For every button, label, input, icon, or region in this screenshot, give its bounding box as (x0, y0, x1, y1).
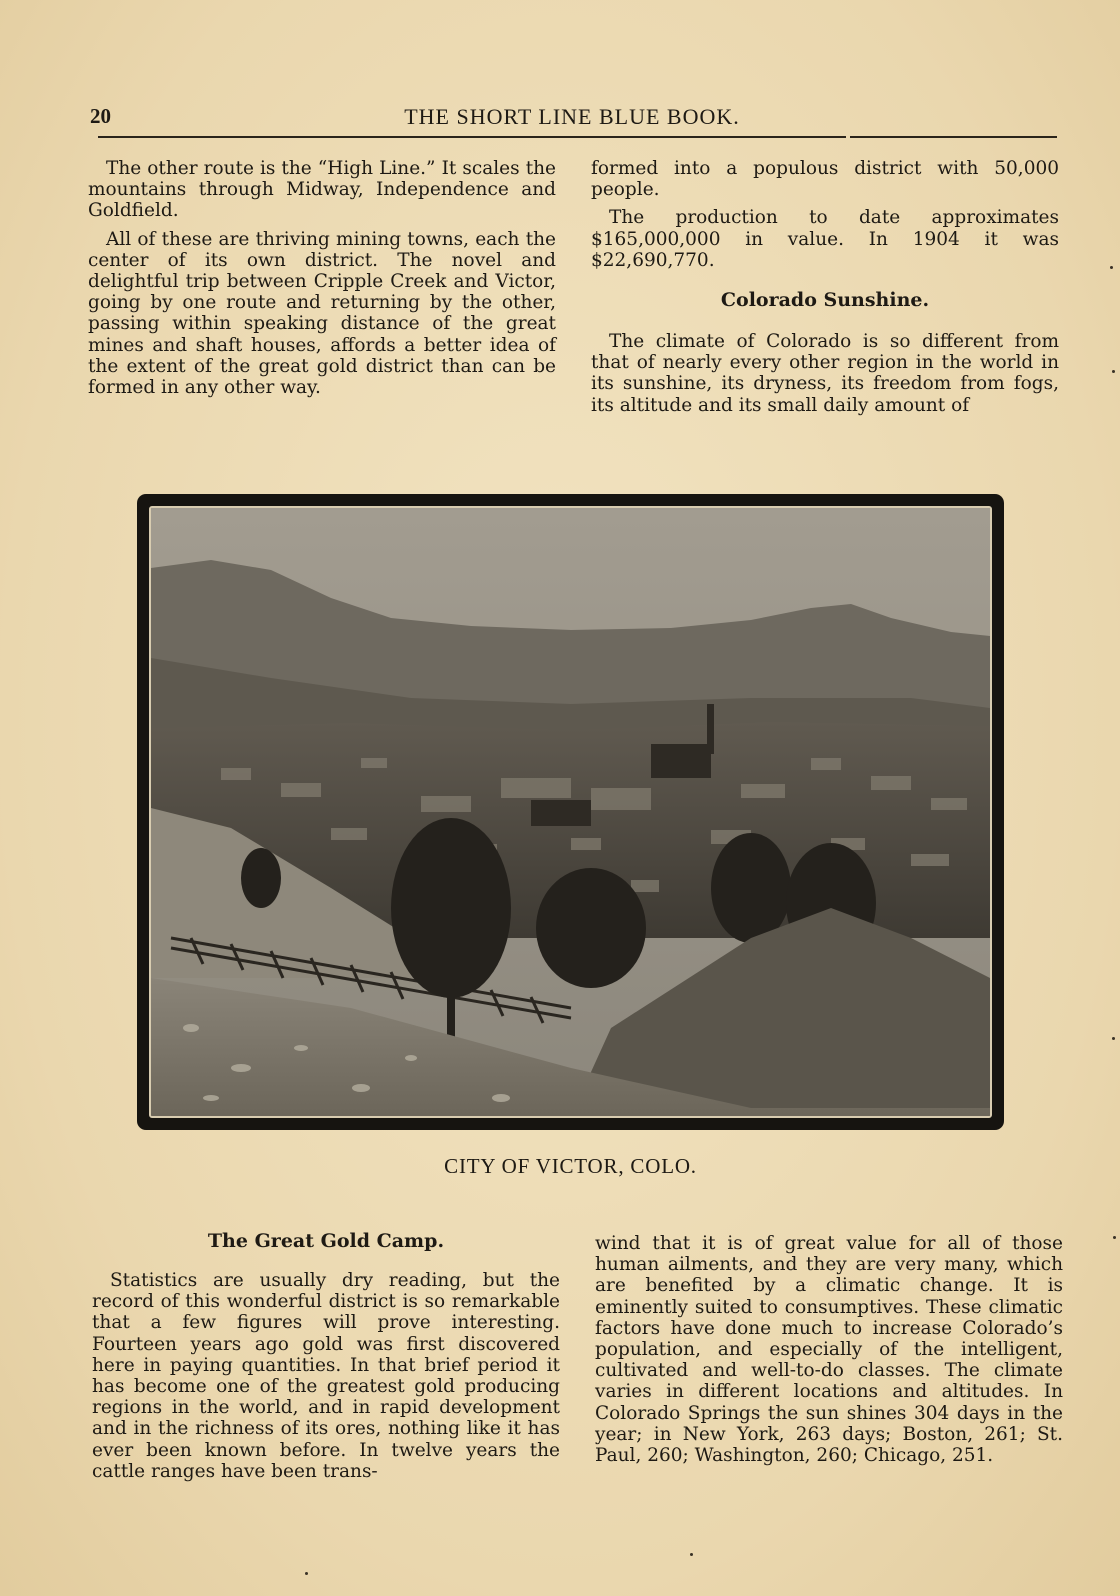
column-bottom-right (595, 1233, 1063, 1466)
paragraph-statistics: Statistics are usually dry reading, but the record of this wonderful district is so remarkable that a few figures will prove interesting. Fourteen years ago gold was first discovered here in paying quantities. In that brief period it has become one of the greatest gold producing regions in the world, and in rapid development and in the richness of its ores, nothing like it has ever been known before. In twelve years the cattle ranges have been trans- (92, 1270, 560, 1482)
paragraph-production: The production to date approximates $165,000,000 in value. In 1904 it was $22,690,770. (591, 207, 1059, 271)
page-header (88, 102, 1056, 136)
paragraph-mining-towns: All of these are thriving mining towns, each the center of its own district. The novel and delightful trip between Cripple Creek and Victor, going by one route and returning by the other, passing within speaking distance of the great mines and shaft houses, affords a better idea of the extent of the great gold district than can be formed in any other way. (88, 228, 556, 399)
column-bottom-left (92, 1230, 560, 1482)
paragraph-high-line: The other route is the “High Line.” It scales the mountains through Midway, Independence and Goldfield. (88, 158, 556, 222)
page-number: 20 (90, 104, 111, 128)
header-rule-left (98, 136, 846, 138)
paragraph-climate: The climate of Colorado is so different from that of nearly every other region in the world in its sunshine, its dryness, its freedom from fogs, its altitude and its small daily amount of (591, 331, 1059, 416)
photo-caption: CITY OF VICTOR, COLO. (444, 1154, 697, 1178)
photo-frame (137, 494, 1004, 1130)
heading-colorado-sunshine: Colorado Sunshine. (720, 289, 930, 312)
heading-great-gold-camp: The Great Gold Camp. (207, 1230, 445, 1252)
header-rule-right (850, 136, 1057, 138)
paragraph-populous-district: formed into a populous district with 50,000 people. (591, 158, 1059, 201)
column-top-right (591, 158, 1059, 416)
running-title: THE SHORT LINE BLUE BOOK. (404, 104, 740, 129)
paragraph-climate-continued: wind that it is of great value for all of those human ailments, and they are very many, which are benefited by a climatic change. It is eminently suited to consumptives. These climatic factors have done much to increase Colorado’s population, and especially of the intelligent, cultivated and well-to-do classes. The climate varies in different locations and altitudes. In Colorado Springs the sun shines 304 days in the year; in New York, 263 days; Boston, 261; St. Paul, 260; Washington, 260; Chicago, 251. (595, 1233, 1063, 1467)
column-top-left (88, 158, 556, 398)
photo-city-of-victor (149, 506, 992, 1118)
